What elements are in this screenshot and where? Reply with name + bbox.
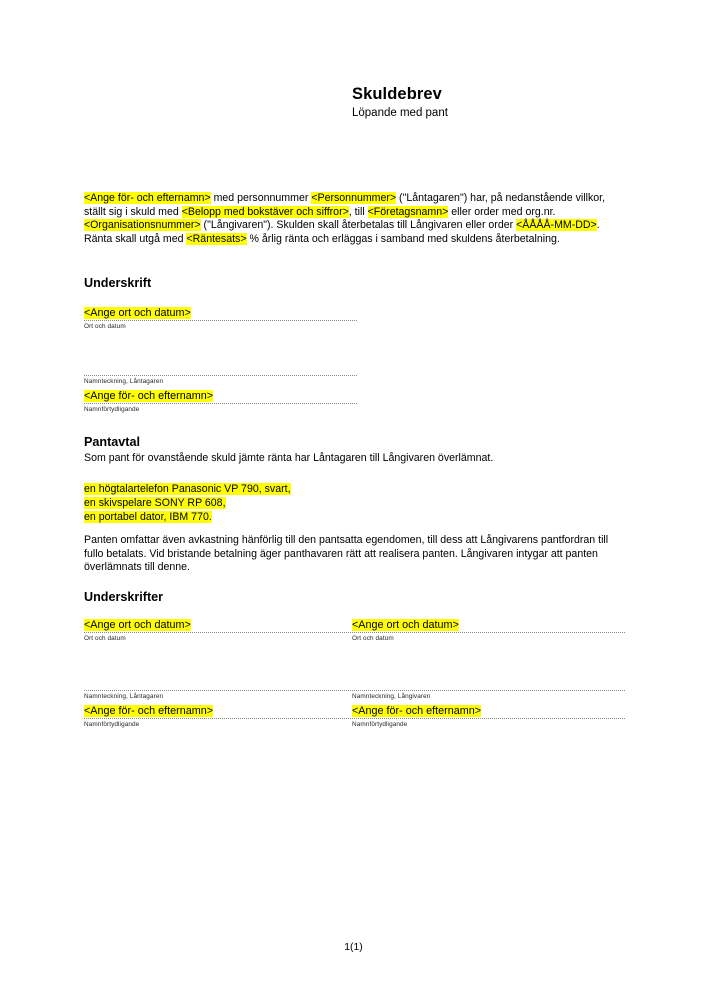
pledge-items-list bbox=[84, 482, 291, 524]
underskrift-place-date-caption: Ort och datum bbox=[84, 323, 126, 330]
intro-text-6: . Ränta skall utgå med bbox=[84, 219, 600, 245]
intro-text-1: med personnummer bbox=[210, 192, 312, 204]
lender-signature-field bbox=[352, 677, 625, 701]
intro-text-7: % årlig ränta och erläggas i samband med skuldens återbetalning. bbox=[246, 232, 560, 245]
intro-text-3: , till bbox=[348, 205, 368, 218]
heading-pantavtal: Pantavtal bbox=[84, 435, 140, 449]
pantavtal-terms: Panten omfattar även avkastning hänförlig till den pantsatta egendomen, till dess att Långivarens pantfordran till fullo betalats. Vid bristande betalning äger panthavaren rätt att realisera panten. Långivaren intygar att panten överlämnats till denne. bbox=[84, 534, 609, 574]
placeholder-interest-rate: <Räntesats> bbox=[186, 232, 247, 245]
borrower-name-field bbox=[84, 705, 357, 729]
borrower-name-caption: Namnförtydligande bbox=[84, 721, 140, 728]
intro-paragraph bbox=[84, 192, 625, 246]
signature-rule bbox=[84, 718, 357, 719]
lender-name-value[interactable]: <Ange för- och efternamn> bbox=[352, 705, 482, 717]
signature-rule bbox=[84, 320, 357, 321]
underskrift-name-field bbox=[84, 390, 357, 414]
pledge-item-1[interactable]: en skivspelare SONY RP 608, bbox=[84, 497, 226, 509]
heading-underskrift: Underskrift bbox=[84, 276, 152, 290]
lender-place-date-field bbox=[352, 619, 625, 643]
underskrift-place-date-field bbox=[84, 307, 357, 331]
placeholder-due-date: <ÅÅÅÅ-MM-DD> bbox=[516, 219, 597, 232]
placeholder-org-number: <Organisationsnummer> bbox=[84, 219, 201, 232]
heading-underskrifter: Underskrifter bbox=[84, 590, 164, 604]
pledge-item-2[interactable]: en portabel dator, IBM 770. bbox=[84, 511, 212, 523]
placeholder-borrower-name: <Ange för- och efternamn> bbox=[84, 192, 211, 204]
underskrift-signature-field bbox=[84, 362, 357, 386]
page-subtitle: Löpande med pant bbox=[352, 107, 448, 119]
list-item bbox=[84, 510, 291, 524]
signature-rule bbox=[84, 632, 357, 633]
borrower-name-value[interactable]: <Ange för- och efternamn> bbox=[84, 705, 214, 717]
signature-rule bbox=[352, 690, 625, 691]
intro-text-2: ("Låntagaren") har, på nedanstående villkor, ställt sig i skuld med bbox=[84, 192, 606, 218]
underskrift-name-caption: Namnförtydligande bbox=[84, 406, 140, 413]
page-title: Skuldebrev bbox=[352, 85, 442, 103]
list-item bbox=[84, 482, 291, 496]
page-number: 1(1) bbox=[344, 942, 363, 953]
list-item bbox=[84, 496, 291, 510]
intro-text-4: eller order med org.nr. bbox=[448, 205, 556, 218]
signature-write-area[interactable] bbox=[352, 677, 625, 690]
intro-text-5: ("Långivaren"). Skulden skall återbetalas till Långivaren eller order bbox=[200, 219, 517, 232]
placeholder-amount: <Belopp med bokstäver och siffror> bbox=[181, 205, 349, 218]
underskrift-signature-caption: Namnteckning, Låntagaren bbox=[84, 378, 164, 385]
lender-signature-caption: Namnteckning, Långivaren bbox=[352, 693, 431, 700]
pledge-item-0[interactable]: en högtalartelefon Panasonic VP 790, svart, bbox=[84, 483, 291, 495]
signature-rule bbox=[352, 718, 625, 719]
signature-rule bbox=[352, 632, 625, 633]
signature-write-area[interactable] bbox=[84, 677, 357, 690]
signature-rule bbox=[84, 403, 357, 404]
signature-write-area[interactable] bbox=[84, 362, 357, 375]
placeholder-company-name: <Företagsnamn> bbox=[367, 205, 449, 218]
borrower-place-date-value[interactable]: <Ange ort och datum> bbox=[84, 619, 191, 631]
underskrift-place-date-value[interactable]: <Ange ort och datum> bbox=[84, 307, 191, 319]
lender-place-date-value[interactable]: <Ange ort och datum> bbox=[352, 619, 459, 631]
signature-rule bbox=[84, 375, 357, 376]
lender-name-field bbox=[352, 705, 625, 729]
borrower-signature-caption: Namnteckning, Låntagaren bbox=[84, 693, 164, 700]
lender-name-caption: Namnförtydligande bbox=[352, 721, 408, 728]
borrower-place-date-caption: Ort och datum bbox=[84, 635, 126, 642]
placeholder-personal-number: <Personnummer> bbox=[311, 192, 397, 204]
pantavtal-intro: Som pant för ovanstående skuld jämte ränta har Låntagaren till Långivaren överlämnat. bbox=[84, 452, 494, 464]
borrower-place-date-field bbox=[84, 619, 357, 643]
signature-rule bbox=[84, 690, 357, 691]
document-header bbox=[352, 84, 652, 121]
lender-place-date-caption: Ort och datum bbox=[352, 635, 394, 642]
underskrift-name-value[interactable]: <Ange för- och efternamn> bbox=[84, 390, 214, 402]
borrower-signature-field bbox=[84, 677, 357, 701]
